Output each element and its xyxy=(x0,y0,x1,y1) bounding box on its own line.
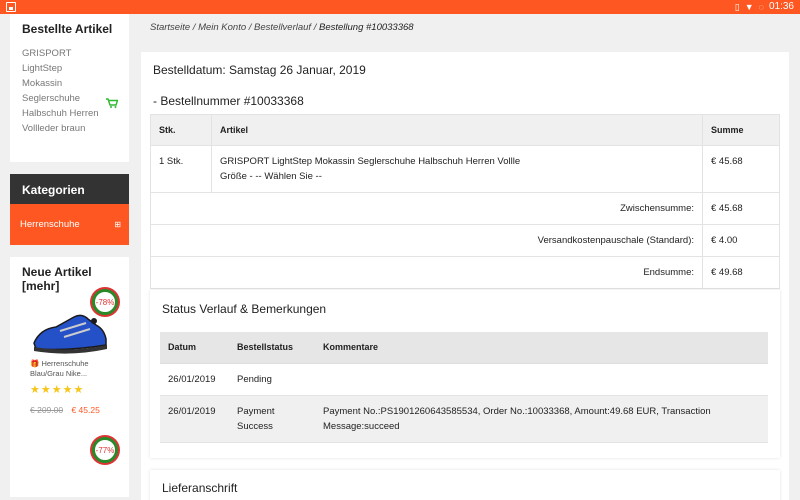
rating-stars: ★★★★★ xyxy=(30,384,85,396)
shoe-image[interactable] xyxy=(30,309,110,357)
subtotal-label: Zwischensumme: xyxy=(151,193,703,225)
breadcrumb-account[interactable]: Mein Konto xyxy=(198,22,247,33)
status-comment xyxy=(315,363,768,395)
order-details xyxy=(141,52,789,500)
item-qty: 1 Stk. xyxy=(151,146,212,193)
item-price: € 45.68 xyxy=(703,146,780,193)
breadcrumb-separator: / xyxy=(190,22,199,33)
wifi-icon: ▼ xyxy=(744,2,754,12)
new-product-category: Herrenschuhe xyxy=(41,359,89,368)
status-history-title: Status Verlauf & Bemerkungen xyxy=(162,302,327,316)
new-product-info[interactable] xyxy=(30,359,110,379)
ordered-items-box xyxy=(10,14,129,162)
categories-title: Kategorien xyxy=(10,174,129,204)
shipping-row xyxy=(151,225,780,257)
new-items-box xyxy=(10,257,129,497)
breadcrumb-home[interactable]: Startseite xyxy=(150,22,191,33)
status-value: Pending xyxy=(229,363,315,395)
shipping-label: Versandkostenpauschale (Standard): xyxy=(151,225,703,257)
breadcrumb-current: Bestellung #10033368 xyxy=(319,22,414,33)
expand-icon[interactable]: ⊞ xyxy=(114,220,121,229)
table-row xyxy=(151,146,780,193)
ordered-product-link[interactable]: GRISPORT LightStep Mokassin Seglerschuhe Halbschuh Herren Vollleder braun xyxy=(22,48,99,134)
table-header-row xyxy=(151,115,780,146)
table-row xyxy=(160,363,768,395)
total-label: Endsumme: xyxy=(151,257,703,289)
new-price: € 45.25 xyxy=(71,405,100,415)
column-header-item: Artikel xyxy=(212,115,703,146)
subtotal-value: € 45.68 xyxy=(703,193,780,225)
old-price: € 209.00 xyxy=(30,405,64,415)
total-value: € 49.68 xyxy=(703,257,780,289)
order-items-table xyxy=(150,114,780,289)
status-date: 26/01/2019 xyxy=(160,395,229,442)
item-name: GRISPORT LightStep Mokassin Seglerschuhe Halbschuh Herren Vollle xyxy=(220,156,521,167)
status-icons xyxy=(735,1,794,13)
ordered-items-title: Bestellte Artikel xyxy=(22,22,113,36)
new-product-name: Blau/Grau Nike... xyxy=(30,369,88,378)
table-header-row xyxy=(160,332,768,363)
breadcrumb-separator: / xyxy=(311,22,319,33)
table-row xyxy=(160,395,768,442)
column-header-date: Datum xyxy=(160,332,229,363)
subtotal-row xyxy=(151,193,780,225)
battery-icon: ◌ xyxy=(758,2,764,12)
category-item-label: Herrenschuhe xyxy=(20,219,80,230)
column-header-status: Bestellstatus xyxy=(229,332,315,363)
column-header-qty: Stk. xyxy=(151,115,212,146)
status-bar xyxy=(0,0,800,14)
clock: 01:36 xyxy=(768,1,794,12)
delivery-address-title: Lieferanschrift xyxy=(162,481,238,495)
status-value: Payment Success xyxy=(229,395,315,442)
column-header-comment: Kommentare xyxy=(315,332,768,363)
status-history-box xyxy=(150,290,780,458)
shipping-value: € 4.00 xyxy=(703,225,780,257)
status-history-table xyxy=(160,332,768,443)
category-item-herrenschuhe[interactable] xyxy=(10,204,129,245)
discount-badge: -78% xyxy=(92,289,118,315)
breadcrumb xyxy=(150,22,414,33)
status-comment: Payment No.:PS1901260643585534, Order No.:10033368, Amount:49.68 EUR, Transaction Message:succeed xyxy=(315,395,768,442)
new-items-title[interactable]: Neue Artikel [mehr] xyxy=(22,265,92,293)
image-notification-icon xyxy=(6,2,16,12)
breadcrumb-history[interactable]: Bestellverlauf xyxy=(254,22,312,33)
order-date: Bestelldatum: Samstag 26 Januar, 2019 xyxy=(153,63,366,77)
vibrate-icon: ▯ xyxy=(734,2,740,12)
gift-icon: 🎁 xyxy=(30,359,40,368)
cart-icon[interactable] xyxy=(106,98,118,108)
item-size: Größe - -- Wählen Sie -- xyxy=(220,171,322,182)
breadcrumb-separator: / xyxy=(246,22,255,33)
status-date: 26/01/2019 xyxy=(160,363,229,395)
total-row xyxy=(151,257,780,289)
delivery-address-box xyxy=(150,470,780,500)
discount-badge: -77% xyxy=(92,437,118,463)
column-header-sum: Summe xyxy=(703,115,780,146)
order-number: - Bestellnummer #10033368 xyxy=(153,94,304,108)
price-box xyxy=(30,405,100,415)
sidebar xyxy=(10,14,129,497)
item-description xyxy=(212,146,703,193)
